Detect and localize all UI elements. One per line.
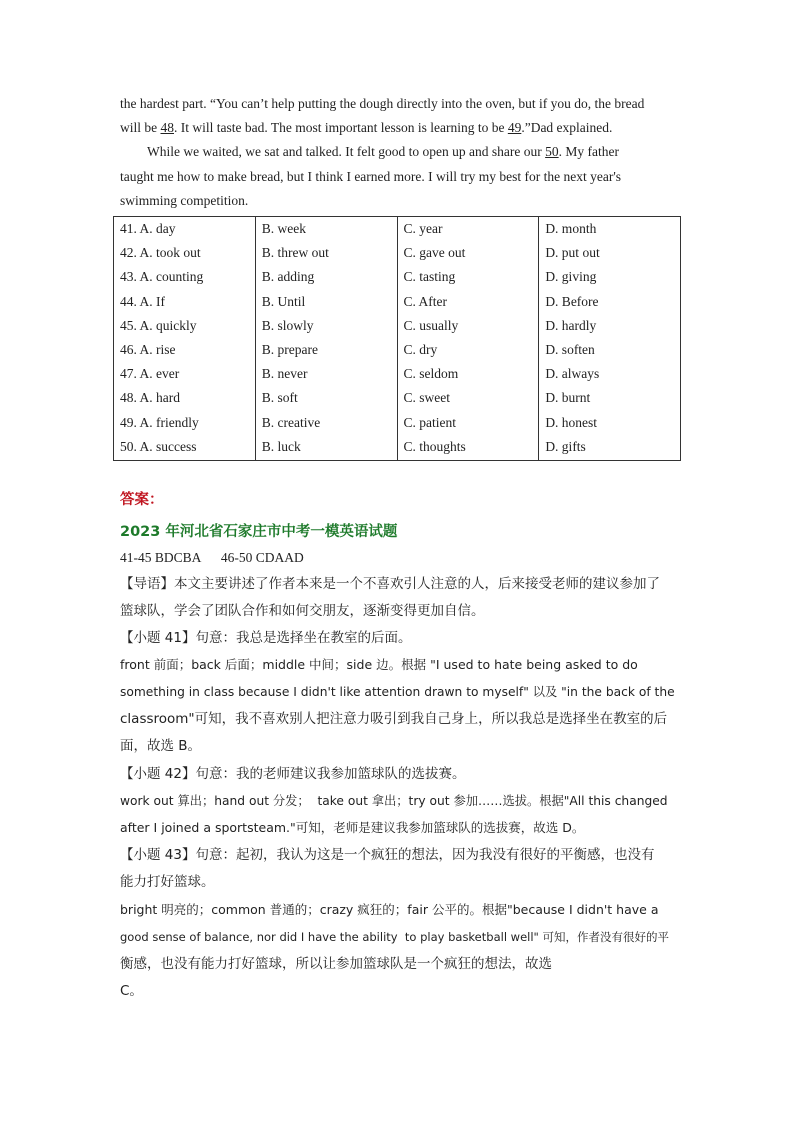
passage-line-3: While we waited, we sat and talked. It felt good to open up and share our 50. My father <box>147 144 619 159</box>
explanation-line-8: 【小题 42】句意：我的老师建议我参加篮球队的选拔赛。 <box>120 766 466 782</box>
answer-title: 2023 年河北省石家庄市中考一模英语试题 <box>120 524 398 540</box>
explanation-line-16: C。 <box>120 983 143 999</box>
passage-line-5: swimming competition. <box>120 193 249 208</box>
passage-line-1: the hardest part. “You can’t help putting the dough directly into the oven, but if you do, the bread <box>120 96 645 111</box>
options-row-46: 46. A. rise B. prepare C. dry D. soften <box>114 338 681 362</box>
explanation-line-7: 面，故选 B。 <box>120 738 202 754</box>
options-table <box>113 216 681 461</box>
explanation-line-14: good sense of balance, nor did I have the ability to play basketball well" 可知，作者没有很好的平 <box>120 930 669 944</box>
options-row-50: 50. A. success B. luck C. thoughts D. gifts <box>114 435 681 461</box>
answer-keys: 41-45 BDCBA 46-50 CDAAD <box>120 550 304 565</box>
explanation-line-9: work out 算出；hand out 分发； take out 拿出；try out 参加……选拔。根据"All this changed <box>120 794 668 808</box>
explanation-line-10: after I joined a sportsteam."可知，老师是建议我参加篮球队的选拔赛，故选 D。 <box>120 820 585 835</box>
explanation-line-11: 【小题 43】句意：起初，我认为这是一个疯狂的想法，因为我没有很好的平衡感，也没有 <box>120 847 655 863</box>
explanation-line-6: classroom"可知，我不喜欢别人把注意力吸引到我自己身上，所以我总是选择坐在教室的后 <box>120 711 668 727</box>
blank-49: 49 <box>507 120 522 135</box>
explanation-line-15: 衡感，也没有能力打好篮球，所以让参加篮球队是一个疯狂的想法，故选 <box>120 956 552 972</box>
options-row-49: 49. A. friendly B. creative C. patient D. honest <box>114 411 681 435</box>
explanation-line-13: bright 明亮的；common 普通的；crazy 疯狂的；fair 公平的。根据"because I didn't have a <box>120 902 659 917</box>
explanation-line-4: front 前面；back 后面；middle 中间；side 边。根据 "I used to hate being asked to do <box>120 657 638 672</box>
explanation-line-12: 能力打好篮球。 <box>120 874 215 890</box>
explanation-line-3: 【小题 41】句意：我总是选择坐在教室的后面。 <box>120 630 412 646</box>
explanation-line-2: 篮球队，学会了团队合作和如何交朋友，逐渐变得更加自信。 <box>120 603 485 619</box>
options-row-47: 47. A. ever B. never C. seldom D. always <box>114 362 681 386</box>
answer-label: 答案： <box>120 492 164 508</box>
passage-line-2: will be 48. It will taste bad. The most important lesson is learning to be 49.”Dad explained. <box>120 120 613 135</box>
options-row-42: 42. A. took out B. threw out C. gave out D. put out <box>114 241 681 265</box>
options-row-41: 41. A. day B. week C. year D. month <box>114 217 681 242</box>
blank-50: 50 <box>545 144 559 159</box>
explanation-line-1: 【导语】本文主要讲述了作者本来是一个不喜欢引人注意的人，后来接受老师的建议参加了 <box>120 576 660 592</box>
options-row-43: 43. A. counting B. adding C. tasting D. giving <box>114 265 681 289</box>
blank-48: 48 <box>160 120 174 135</box>
options-row-45: 45. A. quickly B. slowly C. usually D. hardly <box>114 314 681 338</box>
options-row-44: 44. A. If B. Until C. After D. Before <box>114 290 681 314</box>
passage-line-4: taught me how to make bread, but I think I earned more. I will try my best for the next year's <box>120 169 622 184</box>
options-row-48: 48. A. hard B. soft C. sweet D. burnt <box>114 386 681 410</box>
explanation-line-5: something in class because I didn't like attention drawn to myself" 以及 "in the back of the <box>120 685 675 699</box>
